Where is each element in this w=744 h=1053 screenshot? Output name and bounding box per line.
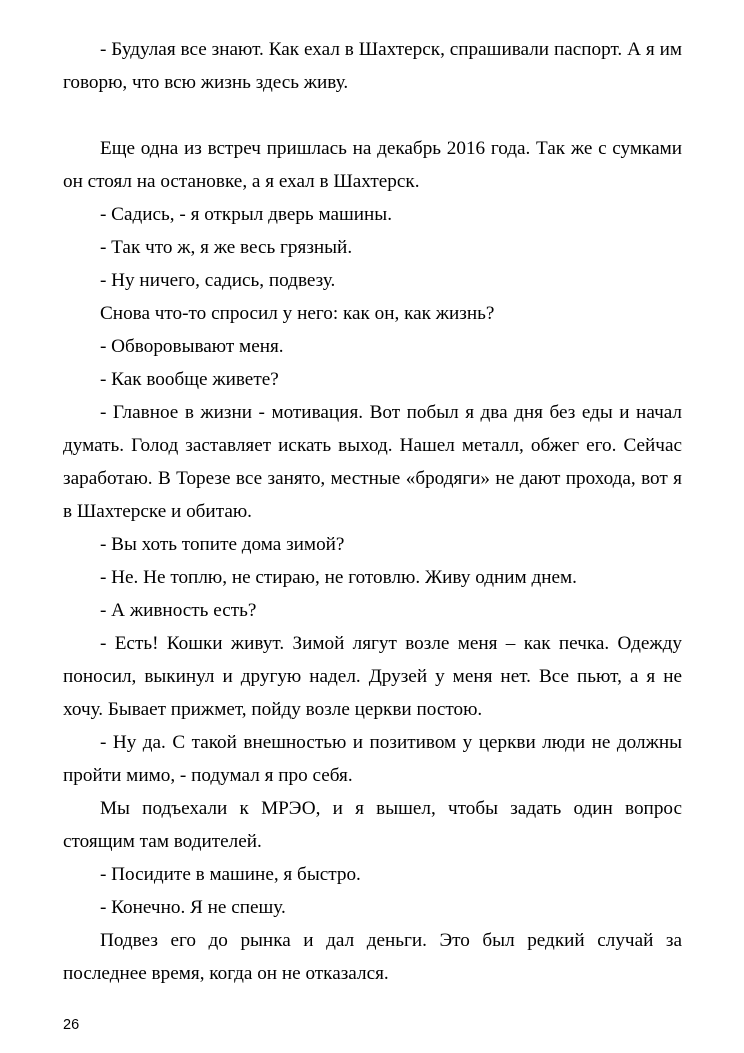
paragraph-block: - Так что ж, я же весь грязный. <box>100 237 353 258</box>
paragraph-block: - Главное в жизни - мотивация. Вот побыл я два дня без еды и начал думать. Голод заставляет искать выход. Нашел металл, обжег его. Сейчас заработаю. В Торезе все занято, местные «бродяги» не дают прохода, вот я в Шахтерске и обитаю. <box>63 402 682 522</box>
paragraph-block: - Как вообще живете? <box>100 369 279 390</box>
paragraph-block: - Садись, - я открыл дверь машины. <box>100 204 393 225</box>
paragraph-block: Мы подъехали к МРЭО, и я вышел, чтобы задать один вопрос стоящим там водителей. <box>63 798 682 852</box>
paragraph-block: - Есть! Кошки живут. Зимой лягут возле меня – как печка. Одежду поносил, выкинул и другую надел. Друзей у меня нет. Все пьют, а я не хочу. Бывает прижмет, пойду возле церкви постою. <box>63 633 682 720</box>
page-number: 26 <box>63 1017 80 1033</box>
paragraph-block: - А живность есть? <box>100 600 257 621</box>
paragraph-block: - Вы хоть топите дома зимой? <box>100 534 345 555</box>
paragraph-block: - Посидите в машине, я быстро. <box>100 864 361 885</box>
paragraph-block: - Ну да. С такой внешностью и позитивом у церкви люди не должны пройти мимо, - подумал я про себя. <box>63 732 682 786</box>
paragraph-block: Еще одна из встреч пришлась на декабрь 2016 года. Так же с сумками он стоял на остановке, а я ехал в Шахтерск. <box>63 138 682 192</box>
page-body-text <box>63 33 682 990</box>
paragraph-block: - Не. Не топлю, не стираю, не готовлю. Живу одним днем. <box>100 567 577 588</box>
paragraph-block: Снова что-то спросил у него: как он, как жизнь? <box>100 303 495 324</box>
paragraph-block: - Будулая все знают. Как ехал в Шахтерск, спрашивали паспорт. А я им говорю, что всю жизнь здесь живу. <box>63 39 682 93</box>
paragraph-block: Подвез его до рынка и дал деньги. Это был редкий случай за последнее время, когда он не отказался. <box>63 930 682 984</box>
paragraph-block: - Ну ничего, садись, подвезу. <box>100 270 336 291</box>
paragraph-block: - Обворовывают меня. <box>100 336 284 357</box>
paragraph-block: - Конечно. Я не спешу. <box>100 897 286 918</box>
